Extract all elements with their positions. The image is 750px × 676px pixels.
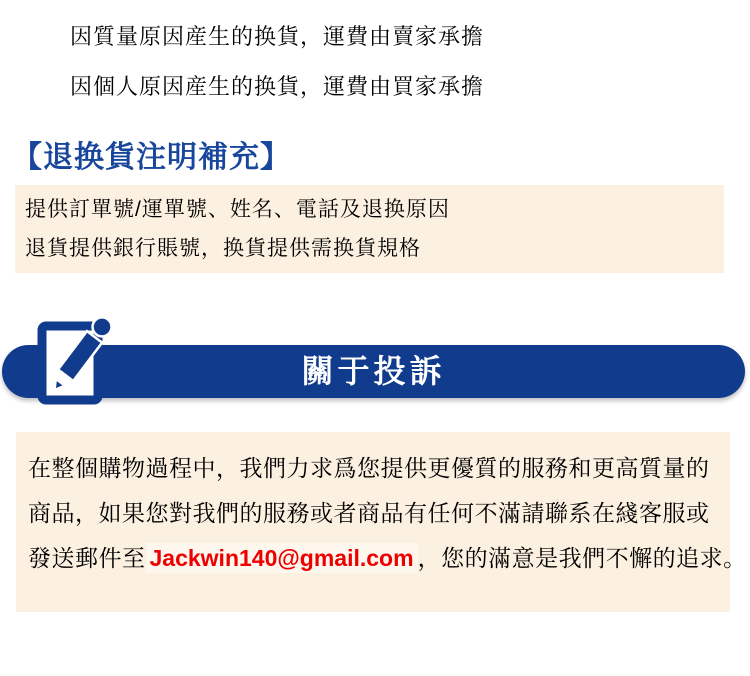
contact-email: Jackwin140@gmail.com [146, 543, 418, 573]
return-note-title: 【退换貨注明補充】 [12, 141, 291, 174]
complaint-banner-title: 關于投訴 [301, 353, 446, 389]
complaint-line-3-suffix: ，您的滿意是我們不懈的追求。 [417, 545, 747, 571]
exchange-policy-quality-line: 因質量原因産生的换貨，運費由賣家承擔 [70, 24, 485, 49]
return-note-box [15, 185, 724, 273]
complaint-line-3 [28, 536, 747, 581]
complaint-line-2: 商品，如果您對我們的服務或者商品有任何不滿請聯系在綫客服或 [28, 500, 710, 526]
complaint-line-1: 在整個購物過程中，我們力求爲您提供更優質的服務和更高質量的 [28, 455, 710, 481]
pencil-edit-icon [34, 312, 114, 407]
complaint-body-box [16, 432, 747, 612]
complaint-line-3-prefix: 發送郵件至 [28, 545, 146, 571]
return-note-line-1: 提供訂單號/運單號、姓名、電話及退换原因 [25, 198, 450, 221]
exchange-policy-personal-line: 因個人原因産生的换貨，運費由買家承擔 [70, 74, 485, 99]
return-note-line-2: 退貨提供銀行賬號，换貨提供需换貨規格 [25, 237, 421, 260]
